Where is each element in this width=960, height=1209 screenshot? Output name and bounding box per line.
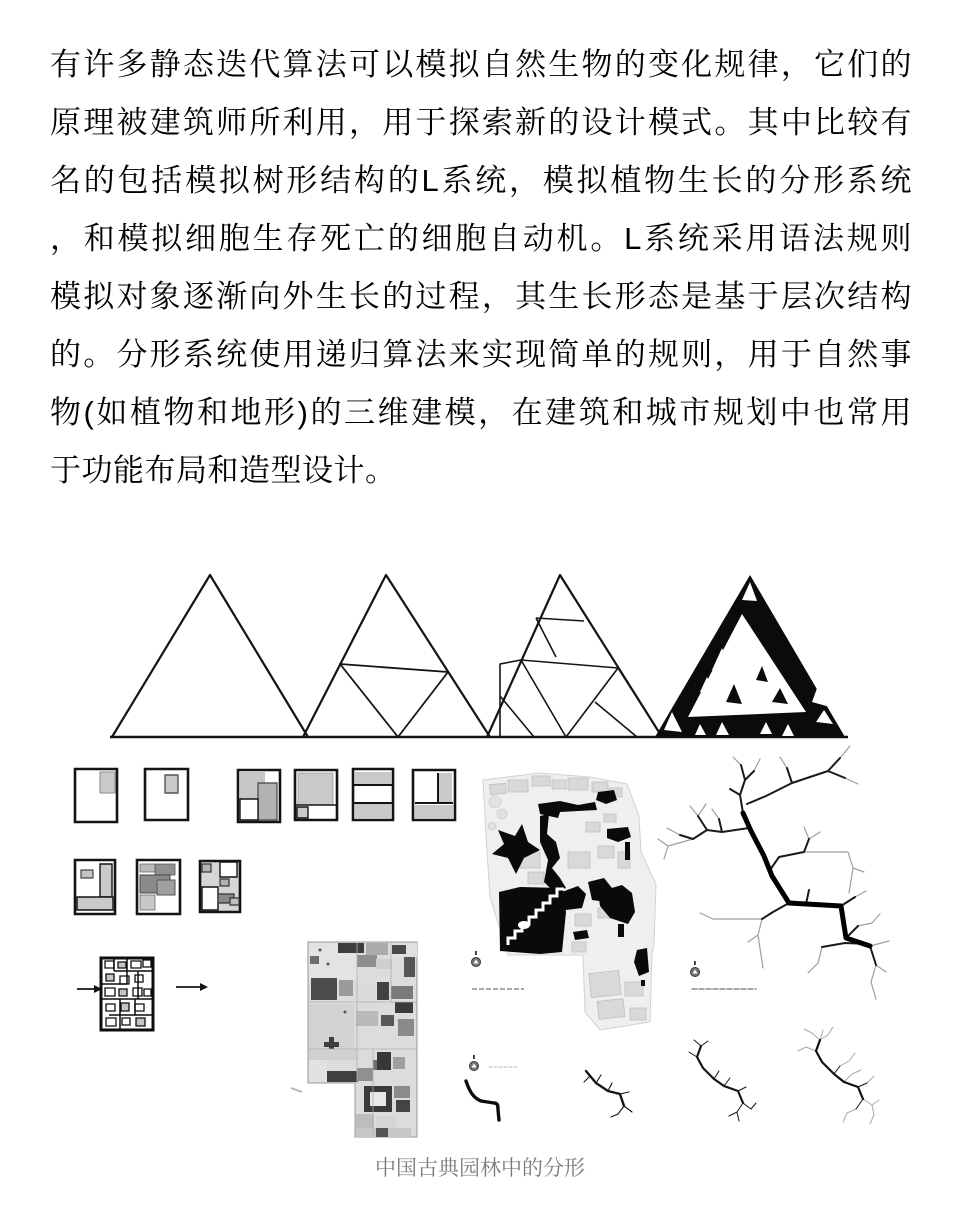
sierpinski-triangles-row [110, 575, 848, 737]
plan-generation-sequence [77, 958, 208, 1030]
north-compass-icon [691, 961, 700, 977]
paragraph-line: 物(如植物和地形)的三维建模，在建筑和城市规划中也常用 [50, 395, 912, 430]
branch-iterations-row [466, 1027, 879, 1124]
paragraph-line: 有许多静态迭代算法可以模拟自然生物的变化规律，它们的 [50, 47, 912, 82]
square-diagram [353, 769, 393, 820]
square-diagram [238, 770, 280, 822]
stray-mark [291, 1088, 302, 1092]
square-diagram [137, 860, 180, 914]
tree-thin-twigs [658, 746, 889, 999]
branch-iteration-3 [689, 1040, 756, 1121]
intro-paragraph [50, 36, 912, 500]
branch-iteration-1 [466, 1081, 499, 1120]
right-arrow-icon [176, 983, 208, 991]
paragraph-line: 名的包括模拟树形结构的L系统，模拟植物生长的分形系统 [50, 163, 912, 198]
square-diagram [413, 770, 455, 820]
branch-iteration-4 [798, 1027, 879, 1124]
paragraph-line: 原理被建筑师所利用，用于探索新的设计模式。其中比较有 [50, 105, 912, 140]
square-diagram [75, 860, 115, 914]
path-tree-diagram [658, 746, 889, 999]
paragraph-line: 于功能布局和造型设计。 [50, 453, 397, 488]
triangle-iteration-1 [112, 575, 308, 737]
subdivision-squares-row-1 [75, 769, 455, 822]
right-arrow-icon [77, 985, 102, 993]
square-diagram [75, 769, 117, 822]
figure-caption: 中国古典园林中的分形 [375, 1157, 585, 1180]
square-diagram [200, 861, 240, 912]
paragraph-line: 模拟对象逐渐向外生长的过程，其生长形态是基于层次结构 [50, 279, 912, 314]
north-compass-icon [470, 1055, 479, 1071]
triangle-iteration-2 [303, 575, 490, 737]
square-diagram [145, 769, 188, 820]
subdivision-squares-row-2 [75, 860, 240, 914]
fractal-figure [0, 552, 960, 1150]
garden-plan-map [472, 773, 657, 1030]
generated-plan-map [291, 942, 417, 1137]
triangle-iteration-3 [487, 575, 662, 737]
triangle-iteration-4 [655, 575, 845, 737]
paragraph-line: 的。分形系统使用递归算法来实现简单的规则，用于自然事 [50, 337, 912, 372]
branch-iteration-2 [584, 1071, 632, 1117]
paragraph-line: ，和模拟细胞生存死亡的细胞自动机。L系统采用语法规则 [50, 221, 912, 256]
north-compass-icon [472, 951, 481, 967]
square-diagram [295, 770, 337, 820]
seed-plan [101, 958, 153, 1030]
pond-island [518, 921, 530, 929]
